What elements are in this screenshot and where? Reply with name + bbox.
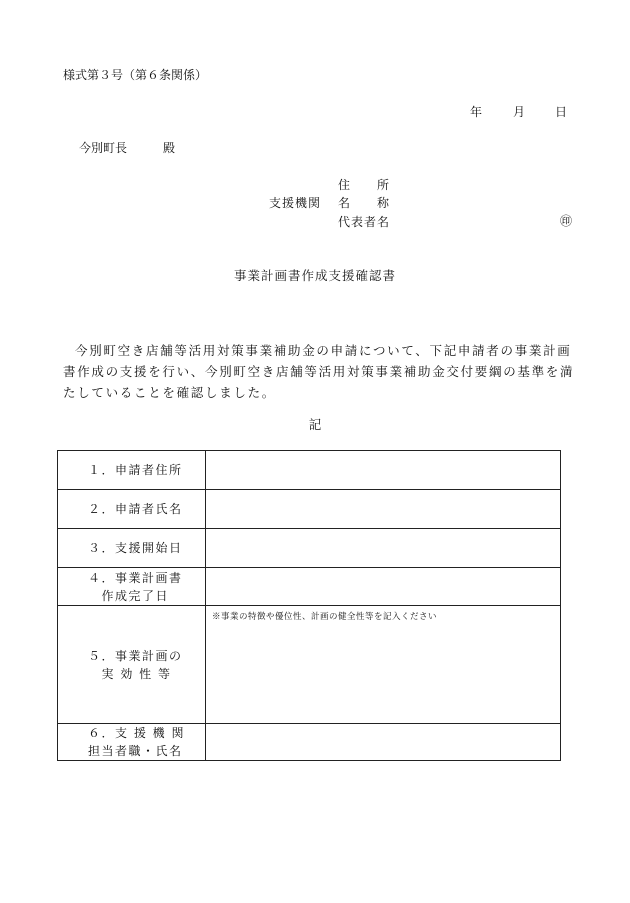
applicant-address-label: １．申請者住所 bbox=[58, 451, 206, 490]
seal-mark: ㊞ bbox=[560, 214, 574, 228]
support-start-date-label: ３．支援開始日 bbox=[58, 529, 206, 568]
document-title: 事業計画書作成支援確認書 bbox=[233, 268, 396, 283]
plan-effectiveness-label: ５．事業計画の 実 効 性 等 bbox=[58, 606, 206, 724]
support-organization-label: 支援機関 bbox=[269, 196, 322, 210]
confirmation-table bbox=[57, 450, 561, 761]
table-row bbox=[58, 490, 561, 529]
staff-title-name-field[interactable] bbox=[206, 724, 561, 761]
form-number: 様式第３号（第６条関係） bbox=[63, 68, 208, 82]
plan-effectiveness-field[interactable] bbox=[206, 606, 561, 724]
table-row bbox=[58, 606, 561, 724]
table-row bbox=[58, 568, 561, 606]
support-organization-block bbox=[0, 176, 630, 236]
table-row bbox=[58, 724, 561, 761]
date-year-label: 年 bbox=[470, 105, 483, 119]
address-label: 住 所 bbox=[338, 178, 391, 192]
date-month-label: 月 bbox=[513, 105, 526, 119]
plan-completion-date-field[interactable] bbox=[206, 568, 561, 606]
applicant-name-label: ２．申請者氏名 bbox=[58, 490, 206, 529]
applicant-name-field[interactable] bbox=[206, 490, 561, 529]
plan-completion-date-label: ４．事業計画書 作成完了日 bbox=[58, 568, 206, 606]
ki-heading: 記 bbox=[308, 417, 322, 432]
date-day-label: 日 bbox=[555, 105, 568, 119]
table-row bbox=[58, 529, 561, 568]
name-label: 名 称 bbox=[338, 196, 391, 210]
body-paragraph: 今別町空き店舗等活用対策事業補助金の申請について、下記申請者の事業計画書作成の支援を行い、今別町空き店舗等活用対策事業補助金交付要綱の基準を満たしていることを確認しました。 bbox=[63, 343, 575, 400]
representative-label: 代表者名 bbox=[338, 215, 391, 229]
plan-effectiveness-note: ※事業の特徴や優位性、計画の健全性等を記入ください bbox=[212, 612, 438, 622]
staff-title-name-label: ６．支 援 機 関 担当者職・氏名 bbox=[58, 724, 206, 761]
applicant-address-field[interactable] bbox=[206, 451, 561, 490]
table-row bbox=[58, 451, 561, 490]
addressee: 今別町長 殿 bbox=[79, 141, 176, 155]
support-start-date-field[interactable] bbox=[206, 529, 561, 568]
